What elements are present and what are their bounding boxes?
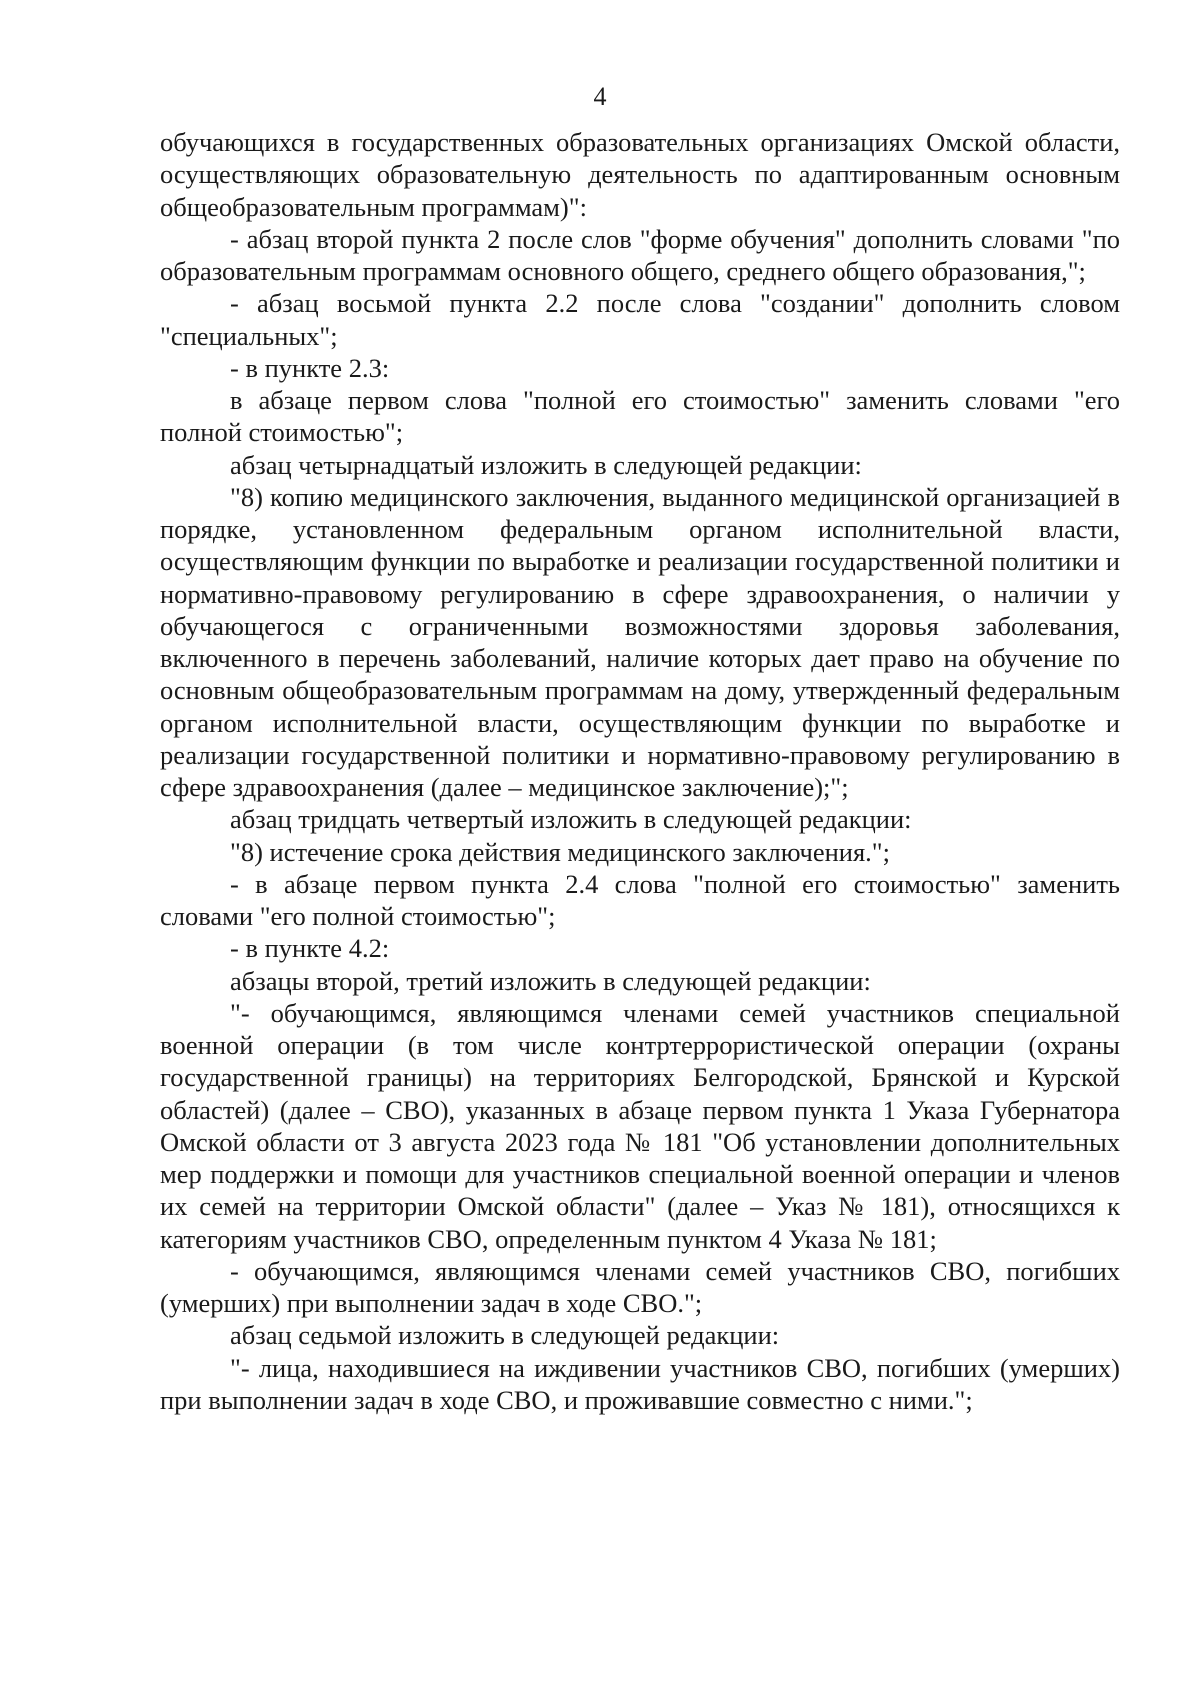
paragraph: "8) истечение срока действия медицинского заключения."; <box>230 836 890 867</box>
paragraph: "- лица, находившиеся на иждивении участников СВО, погибших (умерших) при выполнении задач в ходе СВО, и проживавшие совместно с ними."; <box>160 1352 1120 1415</box>
paragraph: - в пункте 2.3: <box>230 352 390 383</box>
paragraph: - абзац восьмой пункта 2.2 после слова "создании" дополнить словом "специальных"; <box>160 288 1120 351</box>
page-number: 4 <box>593 82 607 111</box>
document-body <box>160 126 1120 1416</box>
paragraph: обучающихся в государственных образовательных организациях Омской области, осуществляющих образовательную деятельность по адаптированным основным общеобразовательным программам)": <box>160 127 1120 222</box>
paragraph: "- обучающимся, являющимся членами семей участников специальной военной операции (в том числе контртеррористической операции (охраны государственной границы) на территориях Белгородской, Брянской и Курской областей) (далее – СВО), указанных в абзаце первом пункта 1 Указа Губернатора Омской области от 3 августа 2023 года № 181 "Об установлении дополнительных мер поддержки и помощи для участников специальной военной операции и членов их семей на территории Омской области" (далее – Указ № 181), относящихся к категориям участников СВО, определенным пунктом 4 Указа № 181; <box>160 997 1120 1254</box>
paragraph: - абзац второй пункта 2 после слов "форме обучения" дополнить словами "по образовательным программам основного общего, среднего общего образования,"; <box>160 223 1120 286</box>
paragraph: "8) копию медицинского заключения, выданного медицинской организацией в порядке, установленном федеральным органом исполнительной власти, осуществляющим функции по выработке и реализации государственной политики и нормативно-правовому регулированию в сфере здравоохранения, о наличии у обучающегося с ограниченными возможностями здоровья заболевания, включенного в перечень заболеваний, наличие которых дает право на обучение по основным общеобразовательным программам на дому, утвержденный федеральным органом исполнительной власти, осуществляющим функции по выработке и реализации государственной политики и нормативно-правовому регулированию в сфере здравоохранения (далее – медицинское заключение);"; <box>160 481 1120 802</box>
paragraph: - в пункте 4.2: <box>230 933 390 964</box>
paragraph: абзацы второй, третий изложить в следующей редакции: <box>230 965 871 996</box>
paragraph: абзац четырнадцатый изложить в следующей редакции: <box>230 449 862 480</box>
paragraph: - в абзаце первом пункта 2.4 слова "полной его стоимостью" заменить словами "его полной стоимостью"; <box>160 868 1120 931</box>
paragraph: - обучающимся, являющимся членами семей участников СВО, погибших (умерших) при выполнении задач в ходе СВО."; <box>160 1255 1120 1318</box>
paragraph: в абзаце первом слова "полной его стоимостью" заменить словами "его полной стоимостью"; <box>160 385 1120 448</box>
paragraph: абзац тридцать четвертый изложить в следующей редакции: <box>230 804 912 835</box>
paragraph: абзац седьмой изложить в следующей редакции: <box>230 1320 780 1351</box>
